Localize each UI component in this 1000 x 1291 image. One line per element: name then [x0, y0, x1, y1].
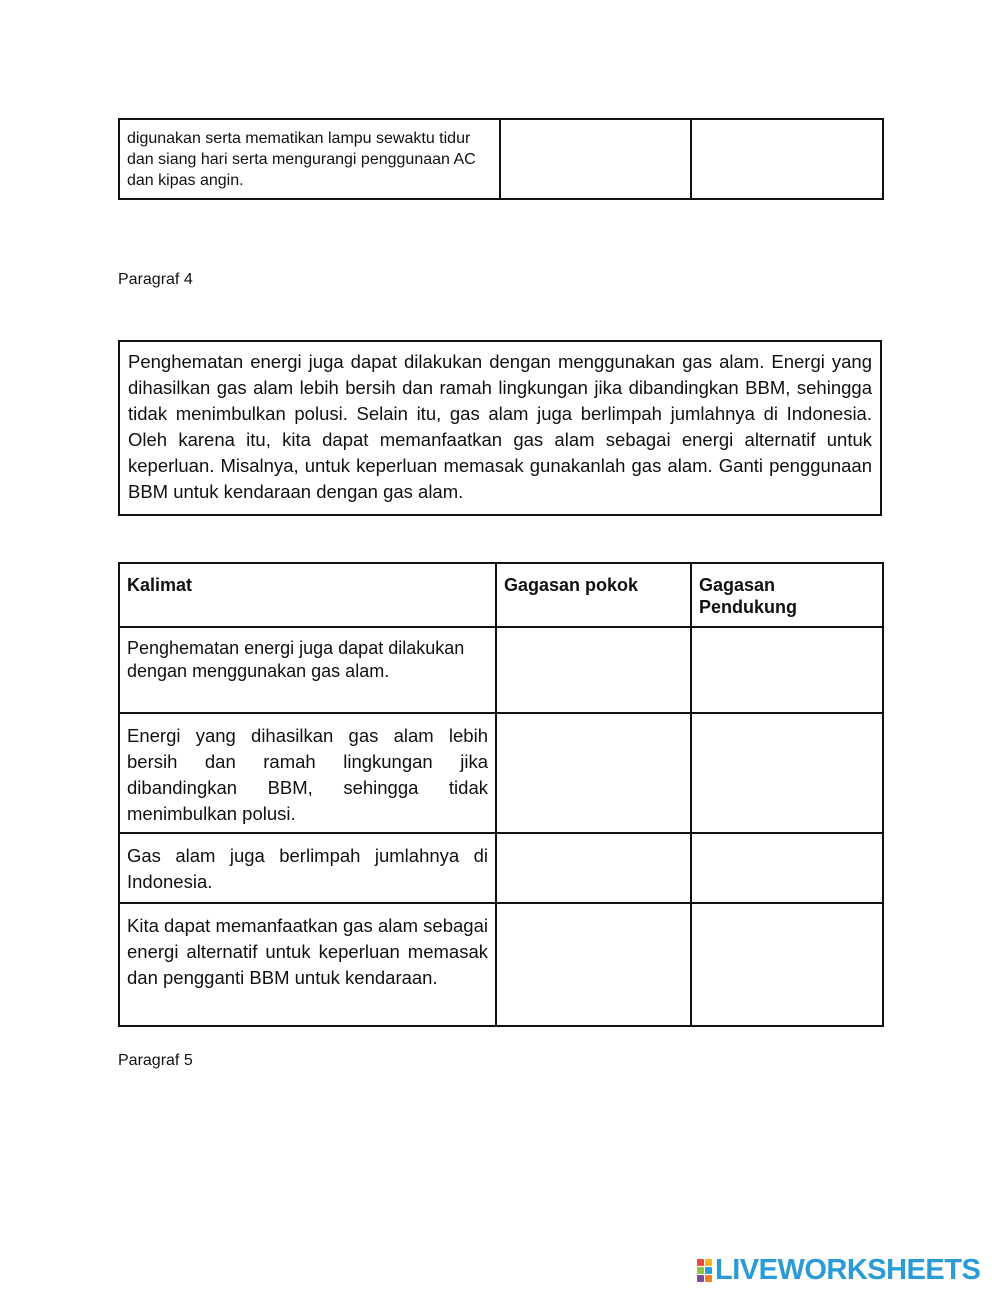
logo-text: LIVEWORKSHEETS — [715, 1253, 981, 1286]
header-kalimat: Kalimat — [119, 563, 496, 627]
paragraf-4-label: Paragraf 4 — [118, 271, 193, 288]
logo-blocks-icon — [697, 1259, 712, 1282]
kalimat-cell — [119, 627, 496, 713]
kalimat-text: Gas alam juga berlimpah jumlahnya di Indonesia. — [127, 845, 488, 892]
gagasan-pokok-cell[interactable] — [500, 119, 691, 199]
kalimat-cell — [119, 903, 496, 1026]
table-row — [119, 903, 883, 1026]
gagasan-pokok-cell[interactable] — [496, 903, 691, 1026]
kalimat-text: Penghematan energi juga dapat dilakukan dengan menggunakan gas alam. — [127, 638, 465, 681]
kalimat-text: Kita dapat memanfaatkan gas alam sebagai energi alternatif untuk keperluan memasak dan pengganti BBM untuk kendaraan. — [127, 915, 488, 988]
table-row — [119, 833, 883, 903]
table-row — [119, 713, 883, 833]
header-gagasan-pendukung: Gagasan Pendukung — [691, 563, 883, 627]
gagasan-pendukung-cell[interactable] — [691, 903, 883, 1026]
kalimat-text: Energi yang dihasilkan gas alam lebih bersih dan ramah lingkungan jika dibandingkan BBM, sehingga tidak menimbulkan polusi. — [127, 725, 488, 824]
table-row — [119, 119, 883, 199]
paragraf-4-text-box: Penghematan energi juga dapat dilakukan dengan menggunakan gas alam. Energi yang dihasilkan gas alam lebih bersih dan ramah lingkungan jika dibandingkan BBM, sehingga tidak menimbulkan polusi. Selain itu, gas alam juga berlimpah jumlahnya di Indonesia. Oleh karena itu, kita dapat memanfaatkan gas alam sebagai energi alternatif untuk keperluan. Misalnya, untuk keperluan memasak gunakanlah gas alam. Ganti penggunaan BBM untuk kendaraan dengan gas alam. — [118, 340, 882, 516]
gagasan-pokok-cell[interactable] — [496, 833, 691, 903]
gagasan-pokok-cell[interactable] — [496, 627, 691, 713]
table-paragraf3-continued — [118, 118, 884, 200]
gagasan-pokok-cell[interactable] — [496, 713, 691, 833]
header-gagasan-pokok: Gagasan pokok — [496, 563, 691, 627]
gagasan-pendukung-cell[interactable] — [691, 713, 883, 833]
liveworksheets-logo — [697, 1255, 980, 1285]
kalimat-cell — [119, 119, 500, 199]
table-header-row — [119, 563, 883, 627]
kalimat-text: digunakan serta mematikan lampu sewaktu tidur dan siang hari serta mengurangi penggunaan AC dan kipas angin. — [127, 130, 476, 189]
table-row — [119, 627, 883, 713]
gagasan-pendukung-cell[interactable] — [691, 627, 883, 713]
table-paragraf4 — [118, 562, 884, 1027]
paragraf-5-label: Paragraf 5 — [118, 1052, 193, 1069]
kalimat-cell — [119, 713, 496, 833]
gagasan-pendukung-cell[interactable] — [691, 833, 883, 903]
gagasan-pendukung-cell[interactable] — [691, 119, 883, 199]
kalimat-cell — [119, 833, 496, 903]
